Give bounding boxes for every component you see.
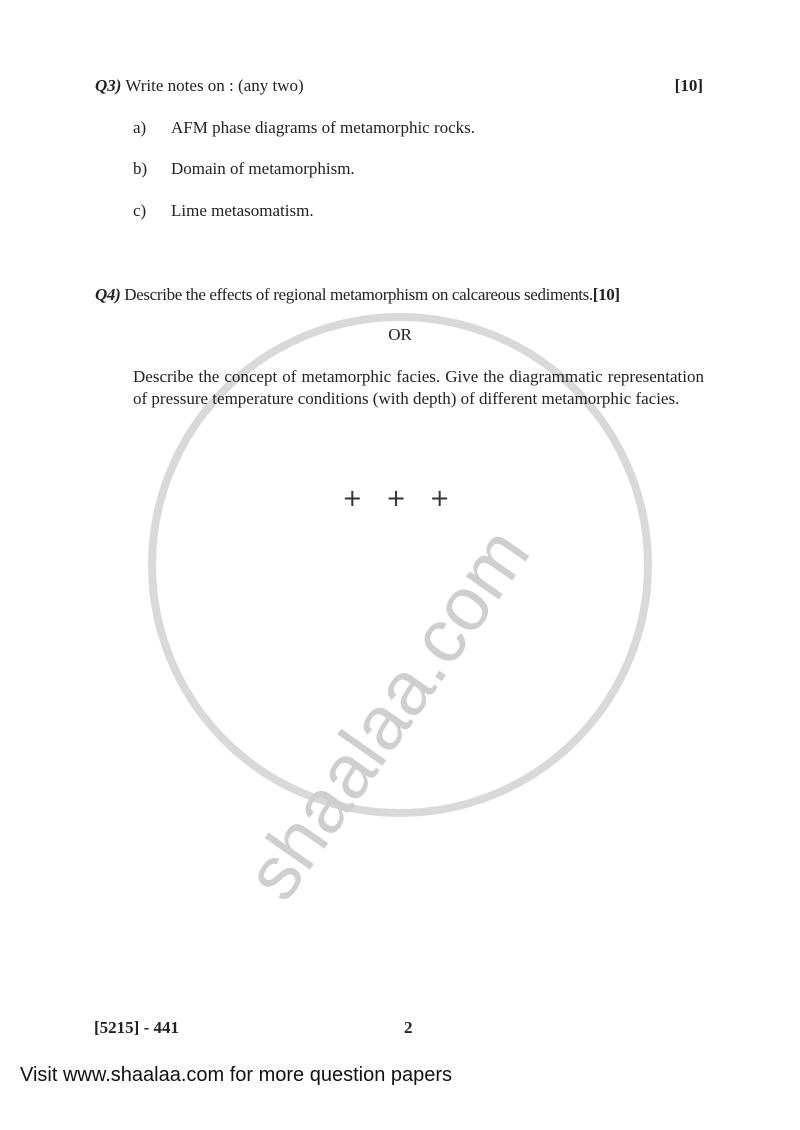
q4-marks: [10]: [592, 285, 620, 304]
q3-heading: [95, 75, 304, 97]
q3-item-c-text: Lime metasomatism.: [171, 201, 314, 220]
q3-marks: [10]: [674, 76, 703, 95]
q3-item-a-label: a): [133, 118, 147, 137]
q3-item-b-text: Domain of metamorphism.: [171, 159, 355, 178]
q4-number: Q4): [95, 285, 121, 304]
q4-heading: [95, 284, 620, 306]
q4-alternative: Describe the concept of metamorphic facies. Give the diagrammatic representation of pressure temperature conditions (with depth) of different metamorphic facies.: [133, 367, 704, 408]
q3-prompt: Write notes on : (any two): [125, 76, 304, 95]
q3-number: Q3): [95, 76, 122, 95]
q4-prompt: Describe the effects of regional metamorphism on calcareous sediments.: [124, 285, 593, 304]
end-marks: + + +: [342, 484, 458, 512]
page-number: 2: [404, 1018, 413, 1037]
q4-or: OR: [388, 325, 412, 344]
footer-code: [5215] - 441: [94, 1018, 179, 1037]
visit-banner[interactable]: Visit www.shaalaa.com for more question papers: [20, 1064, 453, 1086]
watermark-text: shaalaa.com: [229, 513, 547, 915]
q3-item-b-label: b): [133, 159, 148, 178]
q3-item-c-label: c): [133, 201, 147, 220]
q3-item-a-text: AFM phase diagrams of metamorphic rocks.: [171, 118, 476, 137]
